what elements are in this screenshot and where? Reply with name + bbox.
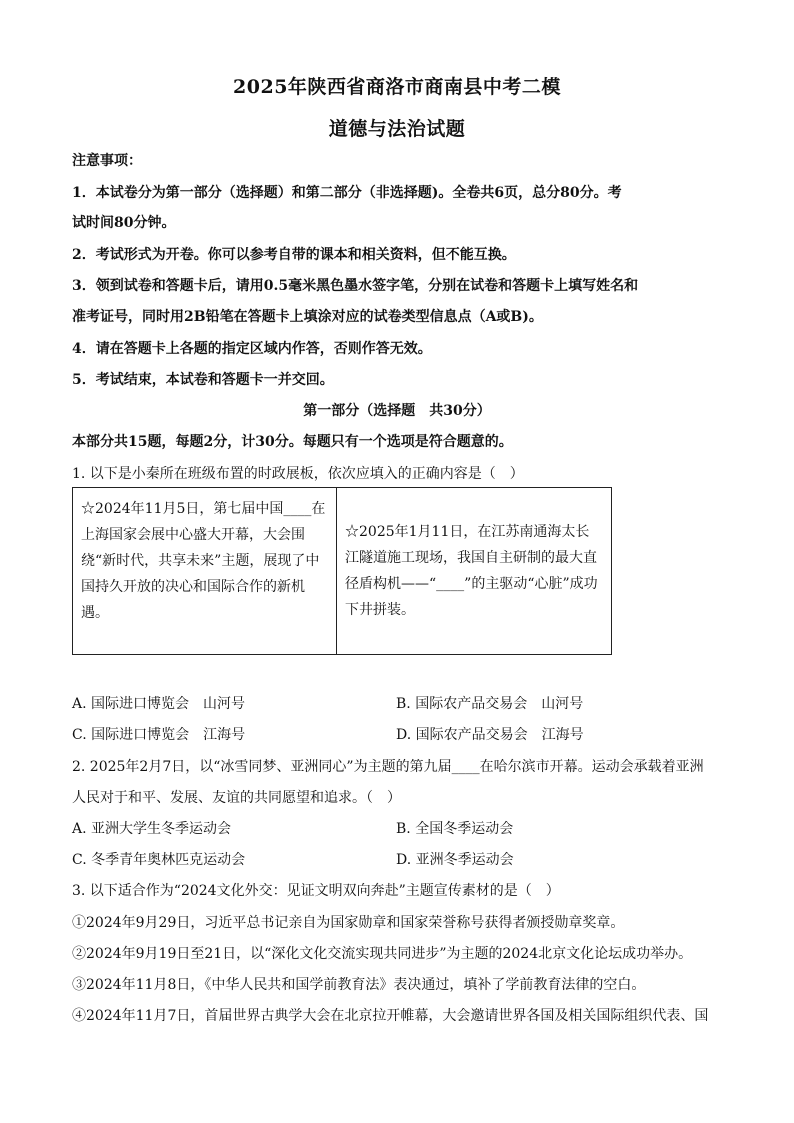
q2-option-d: D. 亚洲冬季运动会 bbox=[396, 852, 514, 868]
q2-option-a: A. 亚洲大学生冬季运动会 bbox=[72, 821, 232, 837]
news-board-right-text: ☆2025年1月11日，在江苏南通海太长江隧道施工现场，我国自主研制的最大直径盾构机——“____”的主驱动“心脏”成功下井拼装。 bbox=[345, 524, 598, 618]
q1-option-a: A. 国际进口博览会 山河号 bbox=[72, 696, 246, 712]
q2-option-b: B. 全国冬季运动会 bbox=[396, 821, 514, 837]
news-board-right-cell bbox=[337, 488, 611, 654]
news-board-left-cell: ☆2024年11月5日，第七届中国____在上海国家会展中心盛大开幕，大会围绕“新时代，共享未来”主题，展现了中国持久开放的决心和国际合作的新机遇。 bbox=[73, 488, 337, 654]
q1-option-b: B. 国际农产品交易会 山河号 bbox=[396, 696, 584, 712]
question-3-stem: 3. 以下适合作为“2024文化外交：见证文明双向奔赴”主题宣传素材的是（ ） bbox=[72, 883, 560, 899]
note-line: 试时间80分钟。 bbox=[72, 215, 176, 231]
part1-instruction: 本部分共15题，每题2分，计30分。每题只有一个选项是符合题意的。 bbox=[72, 434, 513, 450]
news-board bbox=[72, 487, 612, 655]
note-line: 1．本试卷分为第一部分（选择题）和第二部分（非选择题)。全卷共6页，总分80分。考 bbox=[72, 185, 622, 201]
note-line: 3．领到试卷和答题卡后，请用0.5毫米黑色墨水签字笔，分别在试卷和答题卡上填写姓名和 bbox=[72, 278, 639, 294]
q3-item: ③2024年11月8日，《中华人民共和国学前教育法》表决通过，填补了学前教育法律的空白。 bbox=[72, 977, 646, 993]
note-line: 4．请在答题卡上各题的指定区域内作答，否则作答无效。 bbox=[72, 341, 432, 357]
q1-option-c: C. 国际进口博览会 江海号 bbox=[72, 727, 246, 743]
q3-item: ②2024年9月19日至21日，以“深化文化交流实现共同进步”为主题的2024北京文化论坛成功举办。 bbox=[72, 946, 693, 962]
notes-heading: 注意事项： bbox=[72, 153, 142, 169]
question-2-stem-cont: 人民对于和平、发展、友谊的共同愿望和追求。（ ） bbox=[72, 790, 401, 806]
q3-item: ④2024年11月7日，首届世界古典学大会在北京拉开帷幕，大会邀请世界各国及相关国际组织代表、国 bbox=[72, 1008, 709, 1024]
q2-option-c: C. 冬季青年奥林匹克运动会 bbox=[72, 852, 246, 868]
q3-item: ①2024年9月29日，习近平总书记亲自为国家勋章和国家荣誉称号获得者颁授勋章奖章。 bbox=[72, 915, 625, 931]
question-1-stem: 1. 以下是小秦所在班级布置的时政展板，依次应填入的正确内容是（ ） bbox=[72, 466, 524, 482]
note-line: 准考证号，同时用2B铅笔在答题卡上填涂对应的试卷类型信息点（A或B)。 bbox=[72, 309, 543, 325]
note-line: 2．考试形式为开卷。你可以参考自带的课本和相关资料，但不能互换。 bbox=[72, 247, 516, 263]
part1-heading: 第一部分（选择题 共30分） bbox=[303, 403, 491, 419]
exam-title: 2025年陕西省商洛市商南县中考二模 bbox=[233, 76, 561, 98]
q1-option-d: D. 国际农产品交易会 江海号 bbox=[396, 727, 584, 743]
question-2-stem: 2. 2025年2月7日，以“冰雪同梦、亚洲同心”为主题的第九届____在哈尔滨市开幕。运动会承载着亚洲 bbox=[72, 759, 704, 775]
note-line: 5．考试结束，本试卷和答题卡一并交回。 bbox=[72, 372, 334, 388]
exam-subtitle: 道德与法治试题 bbox=[328, 118, 466, 140]
